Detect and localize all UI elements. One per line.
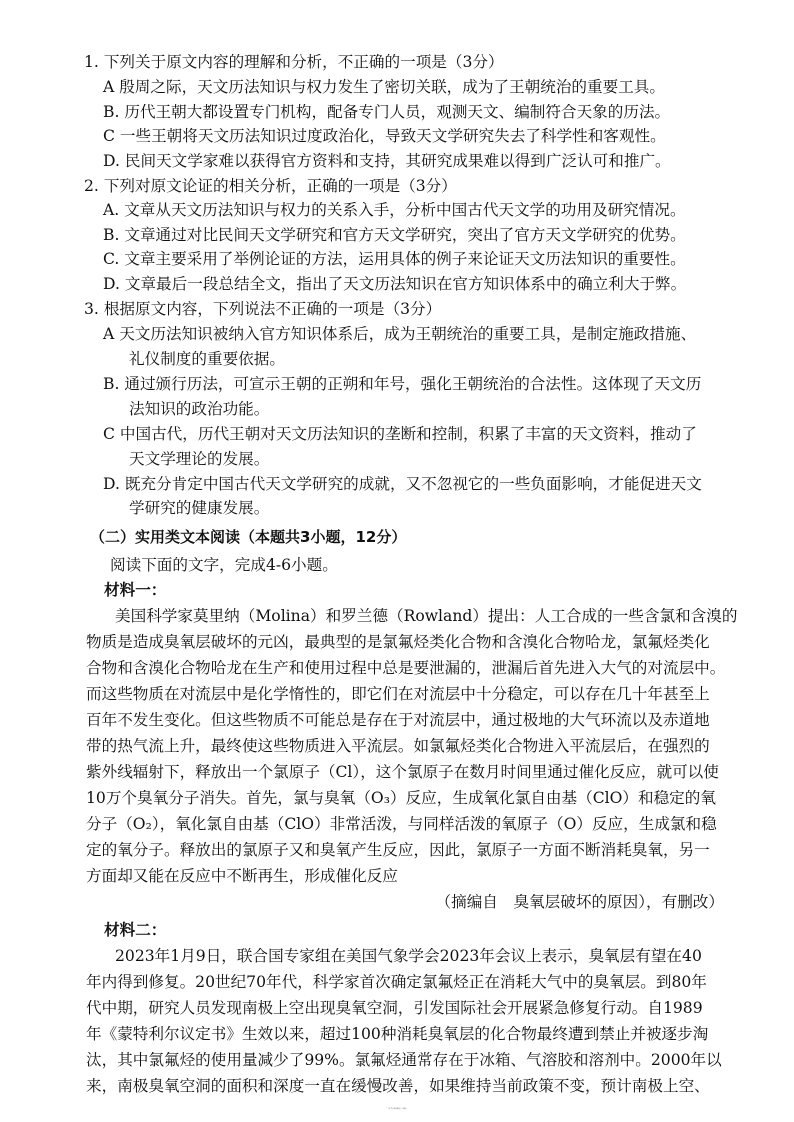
question-3-option-a: A 天文历法知识被纳入官方知识体系后，成为王朝统治的重要工具，是制定施政措施、 [103, 325, 697, 343]
material-1-line: 合物和含溴化合物哈龙在生产和使用过程中总是要泄漏的，泄漏后首先进入大气的对流层中。 [86, 659, 726, 677]
question-1-stem: 1. 下列关于原文内容的理解和分析，不正确的一项是（3分） [84, 53, 504, 71]
material-1-line: 物质是造成臭氧层破坏的元凶，最典型的是氯氟烃类化合物和含溴化合物哈龙，氯氟烃类化 [86, 633, 710, 651]
question-3-option-a-cont: 礼仪制度的重要依据。 [129, 350, 285, 368]
material-1-line: 紫外线辐射下，释放出一个氯原子（Cl），这个氯原子在数月时间里通过催化反应，就可以使 [86, 763, 719, 781]
question-1-option-d: D. 民间天文学家难以获得官方资料和支持，其研究成果难以得到广泛认可和推广。 [103, 152, 671, 170]
material-2-line: 年《蒙特利尔议定书》生效以来，超过100种消耗臭氧层的化合物最终遭到禁止并被逐步淘 [86, 1025, 709, 1043]
material-1-line: 10万个臭氧分子消失。首先，氯与臭氧（O₃）反应，生成氧化氯自由基（ClO）和稳定的氧 [86, 789, 716, 807]
question-3-option-d: D. 既充分肯定中国古代天文学研究的成就，又不忽视它的一些负面影响，才能促进天文 [103, 475, 702, 493]
question-2-option-a: A. 文章从天文历法知识与权力的关系入手，分析中国古代天文学的功用及研究情况。 [103, 201, 686, 219]
question-1-option-a: A 殷周之际，天文历法知识与权力发生了密切关联，成为了王朝统治的重要工具。 [103, 78, 665, 96]
material-2-label: 材料二： [104, 920, 167, 939]
question-2-option-c: C. 文章主要采用了举例论证的方法，运用具体的例子来论证天文历法知识的重要性。 [103, 250, 686, 268]
material-1-line: 美国科学家莫里纳（Molina）和罗兰德（Rowland）提出：人工合成的一些含氯和含溴的 [115, 607, 738, 625]
question-3-stem: 3. 根据原文内容，下列说法不正确的一项是（3分） [84, 300, 442, 318]
question-3-option-c: C 中国古代，历代王朝对天文历法知识的垄断和控制，积累了丰富的天文资料，推动了 [103, 425, 697, 443]
material-1-line: 百年不发生变化。但这些物质不可能总是存在于对流层中，通过极地的大气环流以及赤道地 [86, 711, 710, 729]
material-2-line: 汰，其中氯氟烃的使用量减少了99%。氯氟烃通常存在于冰箱、气溶胶和溶剂中。2000年以 [86, 1051, 722, 1069]
material-1-line: 带的热气流上升，最终使这些物质进入平流层。如氯氟烃类化合物进入平流层后，在强烈的 [86, 737, 710, 755]
material-1-line: 分子（O₂），氧化氯自由基（ClO）非常活泼，与同样活泼的氧原子（O）反应，生成氯和稳 [86, 815, 717, 833]
material-2-line: 年内得到修复。20世纪70年代，科学家首次确定氯氟烃正在消耗大气中的臭氧层。到80年 [86, 973, 707, 991]
question-2-stem: 2. 下列对原文论证的相关分析，正确的一项是（3分） [84, 177, 457, 195]
section-title: （二）实用类文本阅读（本题共3小题，12分） [90, 528, 407, 546]
question-2-option-d: D. 文章最后一段总结全文，指出了天文历法知识在官方知识体系中的确立利大于弊。 [103, 275, 687, 293]
question-3-option-b-cont: 法知识的政治功能。 [129, 400, 270, 418]
material-1-source: （摘编自 臭氧层破坏的原因），有删改） [435, 893, 724, 911]
material-1-line: 方面却又能在反应中不断再生，形成催化反应 [86, 867, 398, 885]
question-3-option-b: B. 通过颁行历法，可宣示王朝的正朔和年号，强化王朝统治的合法性。这体现了天文历 [103, 375, 702, 393]
question-3-option-c-cont: 天文学理论的发展。 [129, 450, 270, 468]
question-3-option-d-cont: 学研究的健康发展。 [129, 499, 270, 517]
material-1-line: 定的氧分子。释放出的氯原子又和臭氧产生反应，因此，氯原子一方面不断消耗臭氧，另一 [86, 841, 710, 859]
material-2-line: 代中期，研究人员发现南极上空出现臭氧空洞，引发国际社会开展紧急修复行动。自1989 [86, 999, 703, 1017]
question-1-option-b: B. 历代王朝大都设置专门机构，配备专门人员，观测天文、编制符合天象的历法。 [103, 103, 671, 121]
material-2-line: 来，南极臭氧空洞的面积和深度一直在缓慢改善，如果维持当前政策不变，预计南极上空、 [86, 1077, 710, 1095]
material-1-label: 材料一： [104, 580, 167, 599]
question-1-option-c: C 一些王朝将天文历法知识过度政治化，导致天文学研究失去了科学性和客观性。 [103, 127, 666, 145]
material-2-line: 2023年1月9日，联合国专家组在美国气象学会2023年会议上表示，臭氧层有望在40 [115, 947, 702, 965]
page-footer: “二诊”语文试卷第2页（共8页） [386, 1109, 408, 1110]
material-1-line: 而这些物质在对流层中是化学惰性的，即它们在对流层中十分稳定，可以存在几十年甚至上 [86, 685, 710, 703]
section-intro: 阅读下面的文字，完成4-6小题。 [110, 556, 338, 574]
question-2-option-b: B. 文章通过对比民间天文学研究和官方天文学研究，突出了官方天文学研究的优势。 [103, 226, 686, 244]
